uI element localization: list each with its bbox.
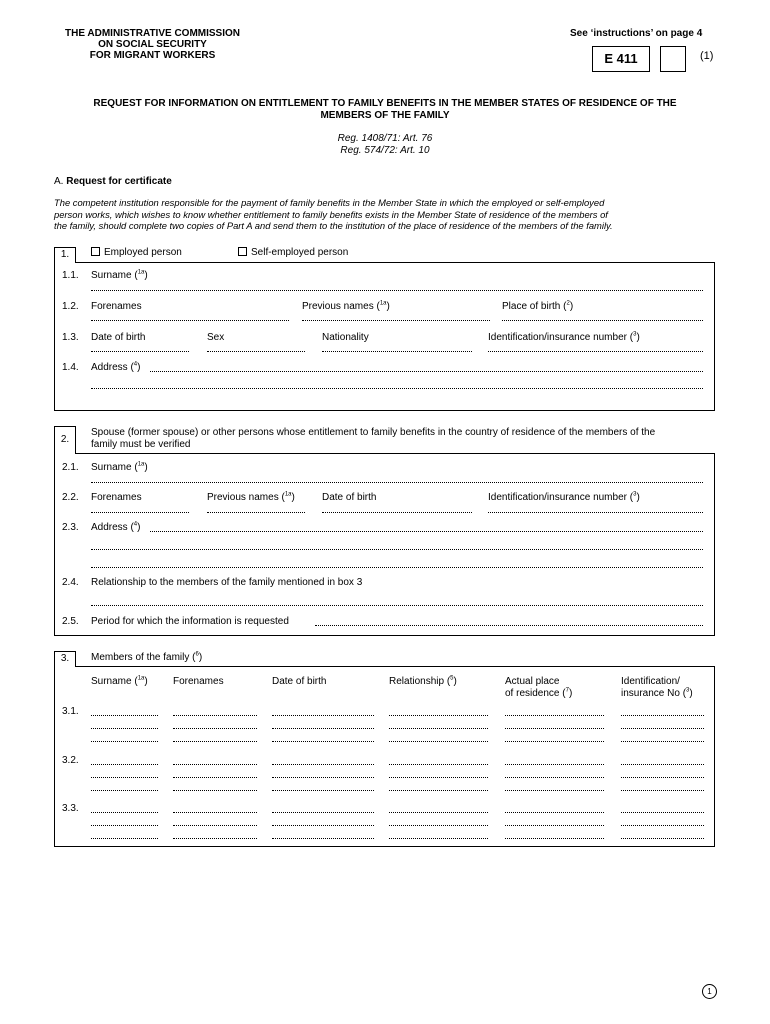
col-id-line-1: Identification/ bbox=[621, 676, 680, 687]
field-1-4-number: 1.4. bbox=[62, 362, 79, 373]
spouse-previous-names-note: 1a bbox=[284, 491, 292, 498]
box-3-number: 3. bbox=[54, 651, 76, 667]
col-id-line-2: insurance No ($^3$) bbox=[621, 687, 693, 699]
org-line-2: ON SOCIAL SECURITY bbox=[98, 39, 207, 50]
member-3-id-line-2[interactable] bbox=[621, 825, 704, 826]
box-3-title-note: 6 bbox=[195, 651, 199, 658]
member-1-residence-line-2[interactable] bbox=[505, 728, 604, 729]
spouse-surname-text: Surname bbox=[91, 462, 132, 473]
box-3-title: Members of the family ($^6$) bbox=[91, 651, 203, 663]
employed-option[interactable] bbox=[91, 247, 182, 258]
relationship-label: Relationship to the members of the family mentioned in box 3 bbox=[91, 577, 363, 588]
member-1-relationship-line-3[interactable] bbox=[389, 741, 488, 742]
date-of-birth-field[interactable] bbox=[91, 351, 189, 352]
address-text: Address bbox=[91, 362, 128, 373]
box-2-title-line-2: family must be verified bbox=[91, 438, 191, 450]
spouse-dob-label: Date of birth bbox=[322, 492, 377, 503]
col-header-id bbox=[621, 676, 693, 699]
col-residence-note: 7 bbox=[565, 687, 569, 694]
member-2-dob-line-1[interactable] bbox=[272, 764, 374, 765]
member-1-relationship-line-1[interactable] bbox=[389, 715, 488, 716]
member-1-forenames-line-2[interactable] bbox=[173, 728, 257, 729]
date-of-birth-label: Date of birth bbox=[91, 332, 146, 343]
id-number-field[interactable] bbox=[488, 351, 703, 352]
member-3-surname-line-3[interactable] bbox=[91, 838, 158, 839]
box-2-frame bbox=[54, 453, 715, 636]
member-3-id-line-1[interactable] bbox=[621, 812, 704, 813]
member-3-relationship-line-2[interactable] bbox=[389, 825, 488, 826]
member-2-relationship-line-1[interactable] bbox=[389, 764, 488, 765]
col-id-note: 3 bbox=[686, 687, 690, 694]
member-3-forenames-line-1[interactable] bbox=[173, 812, 257, 813]
previous-names-text: Previous names bbox=[302, 301, 374, 312]
place-of-birth-label: Place of birth ($^2$) bbox=[502, 300, 574, 312]
period-label: Period for which the information is requested bbox=[91, 616, 289, 627]
spouse-surname-field[interactable] bbox=[91, 482, 703, 483]
footnote-ref: (1) bbox=[700, 50, 714, 62]
place-of-birth-note: 2 bbox=[566, 300, 570, 307]
intro-line-3: the family, should complete two copies of Part A and send them to the institution of the place of residence of the members of the family. bbox=[54, 220, 613, 231]
field-1-1-label: Surname ($^{1a}$) bbox=[91, 269, 148, 281]
member-3-residence-line-1[interactable] bbox=[505, 812, 604, 813]
member-1-forenames-line-1[interactable] bbox=[173, 715, 257, 716]
field-1-2-number: 1.2. bbox=[62, 301, 79, 312]
title-line-2: MEMBERS OF THE FAMILY bbox=[320, 110, 450, 121]
spouse-forenames-label: Forenames bbox=[91, 492, 142, 503]
field-1-3-number: 1.3. bbox=[62, 332, 79, 343]
surname-label: Surname bbox=[91, 270, 132, 281]
spouse-id-text: Identification/insurance number bbox=[488, 492, 627, 503]
place-of-birth-field[interactable] bbox=[502, 320, 703, 321]
regulation-refs bbox=[285, 133, 485, 157]
col-surname-note: 1a bbox=[137, 675, 145, 682]
spouse-address-text: Address bbox=[91, 522, 128, 533]
sex-field[interactable] bbox=[207, 351, 305, 352]
form-language-box[interactable] bbox=[660, 46, 686, 72]
member-3-forenames-line-3[interactable] bbox=[173, 838, 257, 839]
member-2-residence-line-1[interactable] bbox=[505, 764, 604, 765]
member-3-residence-line-3[interactable] bbox=[505, 838, 604, 839]
member-1-forenames-line-3[interactable] bbox=[173, 741, 257, 742]
org-line-1: THE ADMINISTRATIVE COMMISSION bbox=[65, 28, 240, 39]
page-number-mark: 1 bbox=[702, 984, 717, 999]
previous-names-label: Previous names ($^{1a}$) bbox=[302, 300, 390, 312]
spouse-forenames-field[interactable] bbox=[91, 512, 189, 513]
member-3-surname-line-2[interactable] bbox=[91, 825, 158, 826]
col-relationship-note: 5 bbox=[450, 675, 454, 682]
field-2-3-number: 2.3. bbox=[62, 522, 79, 533]
member-2-forenames-line-2[interactable] bbox=[173, 777, 257, 778]
address-label: Address ($^4$) bbox=[91, 361, 141, 373]
member-2-dob-line-2[interactable] bbox=[272, 777, 374, 778]
issuing-organization bbox=[50, 28, 255, 61]
field-1-1-number: 1.1. bbox=[62, 270, 79, 281]
self-employed-checkbox[interactable] bbox=[238, 247, 247, 256]
id-number-text: Identification/insurance number bbox=[488, 332, 627, 343]
spouse-address-line-1[interactable] bbox=[150, 531, 703, 532]
section-a-heading bbox=[54, 176, 172, 187]
period-field[interactable] bbox=[315, 625, 703, 626]
surname-note: 1a bbox=[137, 269, 145, 276]
nationality-label: Nationality bbox=[322, 332, 369, 343]
member-1-dob-line-1[interactable] bbox=[272, 715, 374, 716]
col-residence-line-2: of residence ($^7$) bbox=[505, 687, 573, 699]
section-a-title: Request for certificate bbox=[66, 176, 172, 187]
box-3-title-text: Members of the family bbox=[91, 652, 190, 663]
row-3-3-number: 3.3. bbox=[62, 803, 79, 814]
col-header-relationship: Relationship ($^5$) bbox=[389, 675, 457, 687]
forenames-field[interactable] bbox=[91, 320, 289, 321]
member-3-dob-line-1[interactable] bbox=[272, 812, 374, 813]
title-line-1: REQUEST FOR INFORMATION ON ENTITLEMENT TO FAMILY BENEFITS IN THE MEMBER STATES OF RESIDENCE OF THE bbox=[93, 98, 677, 109]
member-3-id-line-3[interactable] bbox=[621, 838, 704, 839]
intro-line-1: The competent institution responsible for the payment of family benefits in the Member State in which the employed or self-employed bbox=[54, 197, 605, 208]
row-3-2-number: 3.2. bbox=[62, 755, 79, 766]
spouse-address-note: 4 bbox=[133, 521, 138, 528]
org-line-3: FOR MIGRANT WORKERS bbox=[89, 50, 216, 61]
regulation-ref-2: Reg. 574/72: Art. 10 bbox=[340, 145, 430, 156]
surname-field[interactable] bbox=[91, 290, 703, 291]
spouse-id-label: Identification/insurance number ($^3$) bbox=[488, 491, 640, 503]
member-1-relationship-line-2[interactable] bbox=[389, 728, 488, 729]
col-header-forenames: Forenames bbox=[173, 676, 224, 687]
nationality-field[interactable] bbox=[322, 351, 472, 352]
address-field-line-1[interactable] bbox=[150, 371, 703, 372]
member-1-id-line-2[interactable] bbox=[621, 728, 704, 729]
member-2-relationship-line-3[interactable] bbox=[389, 790, 488, 791]
member-2-forenames-line-3[interactable] bbox=[173, 790, 257, 791]
spouse-previous-names-text: Previous names bbox=[207, 492, 279, 503]
self-employed-label: Self-employed person bbox=[251, 247, 349, 258]
member-1-dob-line-2[interactable] bbox=[272, 728, 374, 729]
spouse-address-line-2[interactable] bbox=[91, 549, 703, 550]
member-2-surname-line-1[interactable] bbox=[91, 764, 158, 765]
member-1-residence-line-1[interactable] bbox=[505, 715, 604, 716]
member-2-id-line-2[interactable] bbox=[621, 777, 704, 778]
member-3-relationship-line-1[interactable] bbox=[389, 812, 488, 813]
employed-label: Employed person bbox=[104, 247, 182, 258]
id-number-label: Identification/insurance number ($^3$) bbox=[488, 331, 640, 343]
regulation-ref-1: Reg. 1408/71: Art. 76 bbox=[337, 133, 433, 144]
col-surname-text: Surname bbox=[91, 676, 132, 687]
address-note: 4 bbox=[133, 361, 138, 368]
spouse-previous-names-field[interactable] bbox=[207, 512, 305, 513]
col-id-text: insurance No bbox=[621, 687, 680, 699]
col-header-residence bbox=[505, 676, 572, 699]
page-title bbox=[40, 98, 730, 122]
member-2-residence-line-3[interactable] bbox=[505, 790, 604, 791]
section-a-intro bbox=[54, 197, 724, 232]
place-of-birth-text: Place of birth bbox=[502, 301, 561, 312]
id-number-note: 3 bbox=[633, 331, 637, 338]
employed-checkbox[interactable] bbox=[91, 247, 100, 256]
col-residence-text: of residence bbox=[505, 687, 560, 699]
member-2-surname-line-3[interactable] bbox=[91, 790, 158, 791]
spouse-id-field[interactable] bbox=[488, 512, 703, 513]
member-1-residence-line-3[interactable] bbox=[505, 741, 604, 742]
member-1-dob-line-3[interactable] bbox=[272, 741, 374, 742]
member-1-id-line-1[interactable] bbox=[621, 715, 704, 716]
previous-names-note: 1a bbox=[379, 300, 387, 307]
member-3-dob-line-3[interactable] bbox=[272, 838, 374, 839]
col-residence-line-1: Actual place bbox=[505, 676, 560, 687]
member-2-relationship-line-2[interactable] bbox=[389, 777, 488, 778]
sex-label: Sex bbox=[207, 332, 225, 343]
address-field-line-2[interactable] bbox=[91, 388, 703, 389]
member-2-dob-line-3[interactable] bbox=[272, 790, 374, 791]
col-header-surname: Surname ($^{1a}$) bbox=[91, 675, 148, 687]
box-2-title-line-1: Spouse (former spouse) or other persons whose entitlement to family benefits in the country of residence of the members of the bbox=[91, 427, 656, 438]
spouse-address-line-3[interactable] bbox=[91, 567, 703, 568]
instructions-note: See ‘instructions’ on page 4 bbox=[570, 28, 703, 39]
field-2-1-number: 2.1. bbox=[62, 462, 79, 473]
box-2-title bbox=[91, 427, 719, 450]
member-3-forenames-line-2[interactable] bbox=[173, 825, 257, 826]
spouse-address-label: Address ($^4$) bbox=[91, 521, 141, 533]
spouse-dob-field[interactable] bbox=[322, 512, 472, 513]
box-2-number: 2. bbox=[54, 426, 76, 454]
spouse-surname-label: Surname ($^{1a}$) bbox=[91, 461, 148, 473]
member-2-residence-line-2[interactable] bbox=[505, 777, 604, 778]
intro-line-2: person works, which wishes to know whether entitlement to family benefits exists in the Member State of residence of the members of bbox=[54, 208, 608, 220]
member-3-residence-line-2[interactable] bbox=[505, 825, 604, 826]
member-1-surname-line-2[interactable] bbox=[91, 728, 158, 729]
member-3-relationship-line-3[interactable] bbox=[389, 838, 488, 839]
member-2-id-line-1[interactable] bbox=[621, 764, 704, 765]
previous-names-field[interactable] bbox=[302, 320, 490, 321]
member-2-forenames-line-1[interactable] bbox=[173, 764, 257, 765]
form-code-box: E 411 bbox=[592, 46, 650, 72]
spouse-id-note: 3 bbox=[633, 491, 637, 498]
field-2-2-number: 2.2. bbox=[62, 492, 79, 503]
relationship-field[interactable] bbox=[91, 605, 703, 606]
self-employed-option[interactable] bbox=[238, 247, 348, 258]
box-1-number: 1. bbox=[54, 247, 76, 263]
member-3-dob-line-2[interactable] bbox=[272, 825, 374, 826]
member-3-surname-line-1[interactable] bbox=[91, 812, 158, 813]
forenames-label: Forenames bbox=[91, 301, 142, 312]
field-2-5-number: 2.5. bbox=[62, 616, 79, 627]
member-2-surname-line-2[interactable] bbox=[91, 777, 158, 778]
spouse-previous-names-label: Previous names ($^{1a}$) bbox=[207, 491, 295, 503]
col-relationship-text: Relationship bbox=[389, 676, 445, 687]
row-3-1-number: 3.1. bbox=[62, 706, 79, 717]
box-3-frame bbox=[54, 666, 715, 847]
member-1-surname-line-1[interactable] bbox=[91, 715, 158, 716]
spouse-surname-note: 1a bbox=[137, 461, 145, 468]
member-1-surname-line-3[interactable] bbox=[91, 741, 158, 742]
member-2-id-line-3[interactable] bbox=[621, 790, 704, 791]
field-2-4-number: 2.4. bbox=[62, 577, 79, 588]
col-header-dob: Date of birth bbox=[272, 676, 327, 687]
section-a-prefix: A. bbox=[54, 176, 64, 187]
member-1-id-line-3[interactable] bbox=[621, 741, 704, 742]
